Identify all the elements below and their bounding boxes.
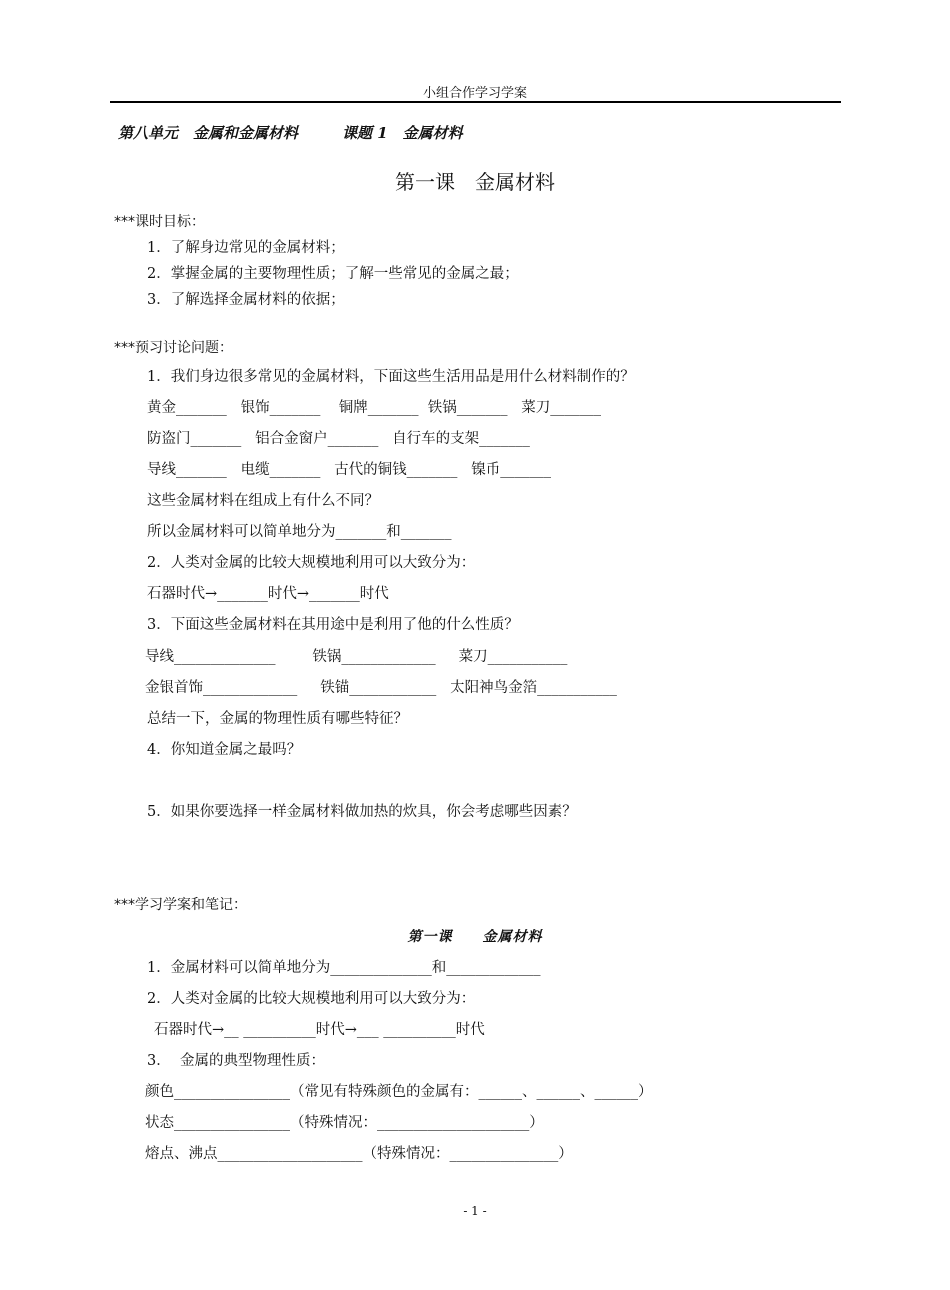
- question-3-row-1: 导线______________ 铁锅_____________ 菜刀___________: [145, 649, 568, 665]
- notes-heading: ***学习学案和笔记：: [114, 897, 247, 913]
- unit-label: 第八单元 金属和金属材料: [118, 124, 299, 142]
- notes-subtitle: 第一课 金属材料: [407, 929, 543, 945]
- header-divider: [110, 101, 841, 103]
- running-header: 小组合作学习学案: [422, 86, 527, 101]
- page-title: 第一课 金属材料: [395, 170, 555, 194]
- note-2: 2．人类对金属的比较大规模地利用可以大致分为：: [147, 991, 476, 1007]
- question-2: 2．人类对金属的比较大规模地利用可以大致分为：: [147, 555, 476, 571]
- question-1-row-2: 防盗门_______ 铝合金窗户_______ 自行车的支架_______: [147, 431, 530, 447]
- property-color: 颜色________________（常见有特殊颜色的金属有：______、______、______）: [145, 1084, 653, 1100]
- objective-item-1: 1．了解身边常见的金属材料；: [147, 240, 345, 256]
- objective-item-2: 2．掌握金属的主要物理性质；了解一些常见的金属之最；: [147, 266, 519, 282]
- page-number: - 1 -: [463, 1204, 487, 1218]
- question-3: 3．下面这些金属材料在其用途中是利用了他的什么性质？: [147, 617, 519, 633]
- objectives-heading: ***课时目标：: [114, 214, 205, 230]
- unit-heading: [118, 122, 463, 143]
- question-5: 5．如果你要选择一样金属材料做加热的炊具，你会考虑哪些因素？: [147, 804, 577, 820]
- note-1: 1．金属材料可以简单地分为______________和_____________: [147, 960, 541, 976]
- question-3-summary: 总结一下，金属的物理性质有哪些特征？: [147, 711, 408, 727]
- question-1-classify: 所以金属材料可以简单地分为_______和_______: [147, 524, 452, 540]
- question-2-ages: 石器时代→_______时代→_______时代: [147, 586, 389, 602]
- question-4: 4．你知道金属之最吗？: [147, 742, 302, 758]
- note-3: 3． 金属的典型物理性质：: [147, 1053, 325, 1069]
- topic-label: 课题 1 金属材料: [342, 124, 463, 142]
- objective-item-3: 3．了解选择金属材料的依据；: [147, 292, 345, 308]
- property-state: 状态________________（特殊情况：_____________________）: [145, 1115, 544, 1131]
- note-2-ages: 石器时代→__ __________时代→___ __________时代: [154, 1022, 485, 1038]
- preview-heading: ***预习讨论问题：: [114, 340, 233, 356]
- question-1-row-3: 导线_______ 电缆_______ 古代的铜钱_______ 镍币_______: [147, 462, 551, 478]
- question-1-follow-up: 这些金属材料在组成上有什么不同？: [147, 493, 379, 509]
- property-melting-boiling: 熔点、沸点____________________（特殊情况：_______________）: [145, 1146, 573, 1162]
- question-1-row-1: 黄金_______ 银饰_______ 铜牌_______ 铁锅_______ 菜刀_______: [147, 400, 602, 416]
- question-1: 1．我们身边很多常见的金属材料，下面这些生活用品是用什么材料制作的？: [147, 369, 635, 385]
- question-3-row-2: 金银首饰_____________ 铁锚____________ 太阳神鸟金箔___________: [145, 680, 617, 696]
